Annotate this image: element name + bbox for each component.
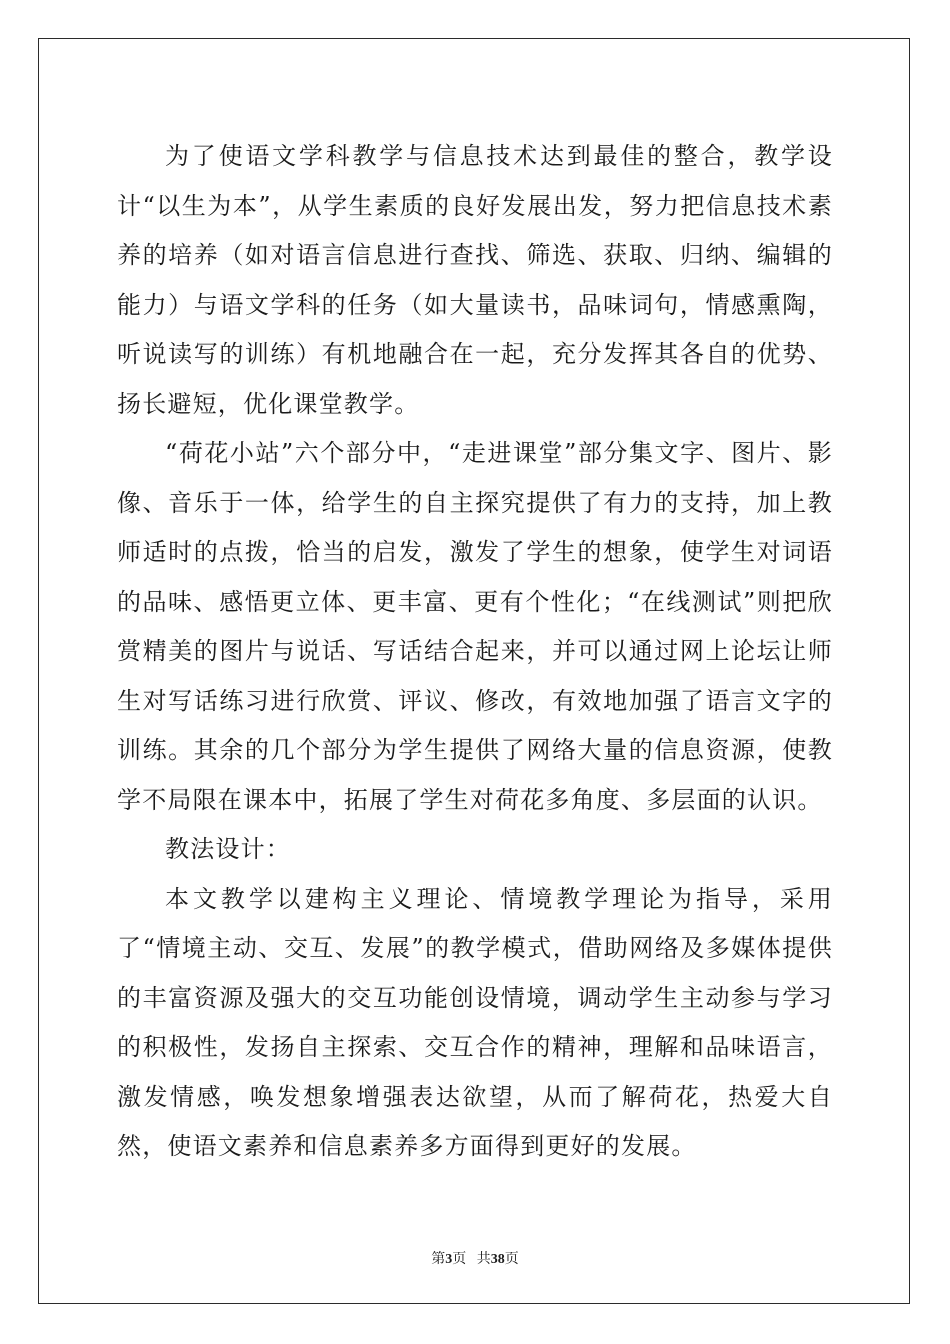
document-body — [117, 132, 833, 1172]
paragraph-3: 本文教学以建构主义理论、情境教学理论为指导，采用了“情境主动、交互、发展”的教学模式，借助网络及多媒体提供的丰富资源及强大的交互功能创设情境，调动学生主动参与学习的积极性，发扬自主探索、交互合作的精神，理解和品味语言，激发情感，唤发想象增强表达欲望，从而了解荷花，热爱大自然，使语文素养和信息素养多方面得到更好的发展。 — [117, 884, 833, 1160]
total-suffix: 页 — [504, 1252, 519, 1267]
paragraph-1: 为了使语文学科教学与信息技术达到最佳的整合，教学设计“以生为本”，从学生素质的良好发展出发，努力把信息技术素养的培养（如对语言信息进行查找、筛选、获取、归纳、编辑的能力）与语文学科的任务（如大量读书，品味词句，情感熏陶，听说读写的训练）有机地融合在一起，充分发挥其各自的优势、扬长避短，优化课堂教学。 — [117, 142, 833, 418]
total-prefix: 共 — [476, 1252, 491, 1267]
footer-gap — [466, 1252, 477, 1267]
page-prefix: 第 — [431, 1252, 446, 1267]
page-footer — [0, 1248, 950, 1268]
total-pages: 38 — [490, 1252, 505, 1267]
paragraph-2: “荷花小站”六个部分中，“走进课堂”部分集文字、图片、影像、音乐于一体，给学生的自主探究提供了有力的支持，加上教师适时的点拨，恰当的启发，激发了学生的想象，使学生对词语的品味、感悟更立体、更丰富、更有个性化；“在线测试”则把欣赏精美的图片与说话、写话结合起来，并可以通过网上论坛让师生对写话练习进行欣赏、评议、修改，有效地加强了语言文字的训练。其余的几个部分为学生提供了网络大量的信息资源，使教学不局限在课本中，拓展了学生对荷花多角度、多层面的认识。 — [117, 439, 833, 814]
page-suffix: 页 — [452, 1252, 467, 1267]
page-number: 3 — [445, 1252, 453, 1267]
paragraph-heading-teaching-method: 教法设计： — [165, 835, 291, 863]
